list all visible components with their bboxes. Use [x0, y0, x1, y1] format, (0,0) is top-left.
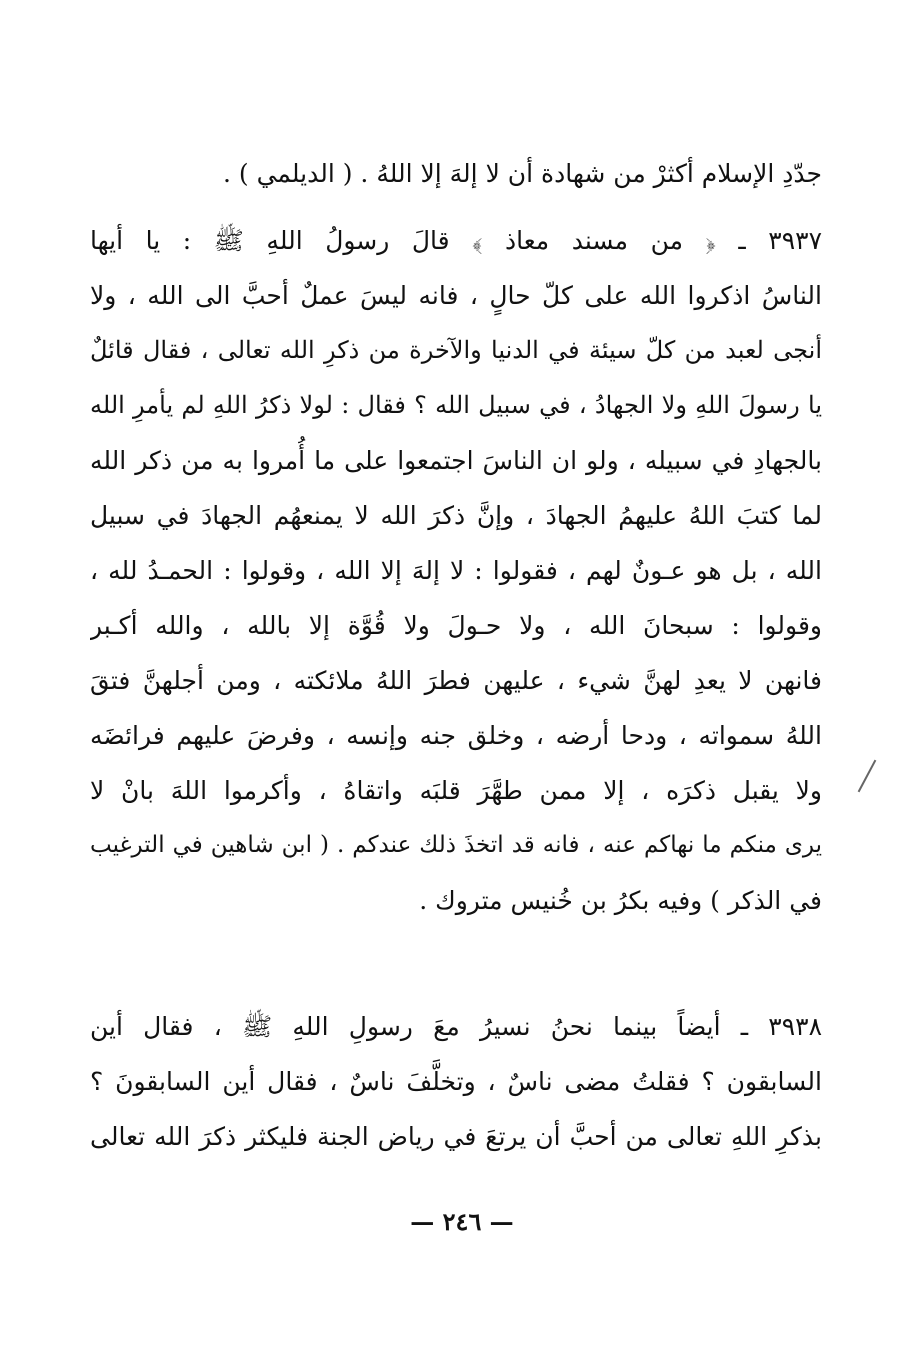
- text-line: اللهُ سمواته ، ودحا أرضه ، وخلق جنه وإنسه ، وفرضَ عليهم فرائضَه: [90, 721, 822, 750]
- text-line: بالجهادِ في سبيله ، ولو ان الناسَ اجتمعوا على ما أُمروا به من ذكر الله: [90, 446, 822, 475]
- text-line: السابقون ؟ فقلتُ مضى ناسٌ ، وتخلَّفَ ناسٌ ، فقال أين السابقونَ ؟: [90, 1067, 822, 1096]
- text-line: لما كتبَ اللهُ عليهمُ الجهادَ ، وإنَّ ذكرَ الله لا يمنعهُم الجهادَ في سبيل: [90, 501, 822, 530]
- text-line: ٣٩٣٨ ـ أيضاً بينما نحنُ نسيرُ معَ رسولِ اللهِ ﷺ ، فقال أين: [90, 1012, 822, 1041]
- hadith-3938-paragraph: [90, 999, 822, 1164]
- text-line: يا رسولَ اللهِ ولا الجهادُ ، في سبيل الله ؟ فقال : لولا ذكرُ اللهِ لم يأمرِ الله: [90, 391, 822, 419]
- text-line: جدّدِ الإسلام أكثرْ من شهادة أن لا إلهَ إلا اللهُ . ( الديلمي ) .: [222, 159, 822, 188]
- text-line: فانهن لا يعدِ لهنَّ شيء ، عليهن فطرَ اللهُ ملائكته ، ومن أجلهنَّ فتقَ: [90, 666, 822, 695]
- text-line: ٣٩٣٧ ـ ﴿ من مسند معاذ ﴾ قالَ رسولُ اللهِ ﷺ : يا أيها: [90, 226, 822, 255]
- page-number: — ٢٤٦ —: [410, 1207, 514, 1236]
- text-line: ولا يقبل ذكرَه ، إلا ممن طهَّرَ قلبَه واتقاهُ ، وأكرموا اللهَ بانْ لا: [90, 776, 822, 805]
- scan-mark: [858, 760, 877, 793]
- text-line: في الذكر ) وفيه بكرُ بن خُنيس متروك .: [419, 886, 822, 915]
- text-line: وقولوا : سبحانَ الله ، ولا حـولَ ولا قُوَّة إلا بالله ، والله أكـبر: [90, 611, 822, 640]
- text-line: الناسُ اذكروا الله على كلّ حالٍ ، فانه ليسَ عملٌ أحبَّ الى الله ، ولا: [90, 281, 822, 310]
- text-line: يرى منكم ما نهاكم عنه ، فانه قد اتخذَ ذلك عندكم . ( ابن شاهين في الترغيب: [90, 832, 822, 858]
- text-line: بذكرِ اللهِ تعالى من أحبَّ أن يرتعَ في رياض الجنة فليكثر ذكرَ الله تعالى: [90, 1122, 822, 1151]
- text-line: الله ، بل هو عـونٌ لهم ، فقولوا : لا إلهَ إلا الله ، وقولوا : الحمـدُ لله ،: [90, 556, 822, 585]
- text-line: أنجى لعبد من كلّ سيئة في الدنيا والآخرة من ذكرِ الله تعالى ، فقال قائلٌ: [90, 336, 822, 364]
- hadith-3937-paragraph: [90, 213, 822, 928]
- intro-paragraph: [90, 146, 822, 201]
